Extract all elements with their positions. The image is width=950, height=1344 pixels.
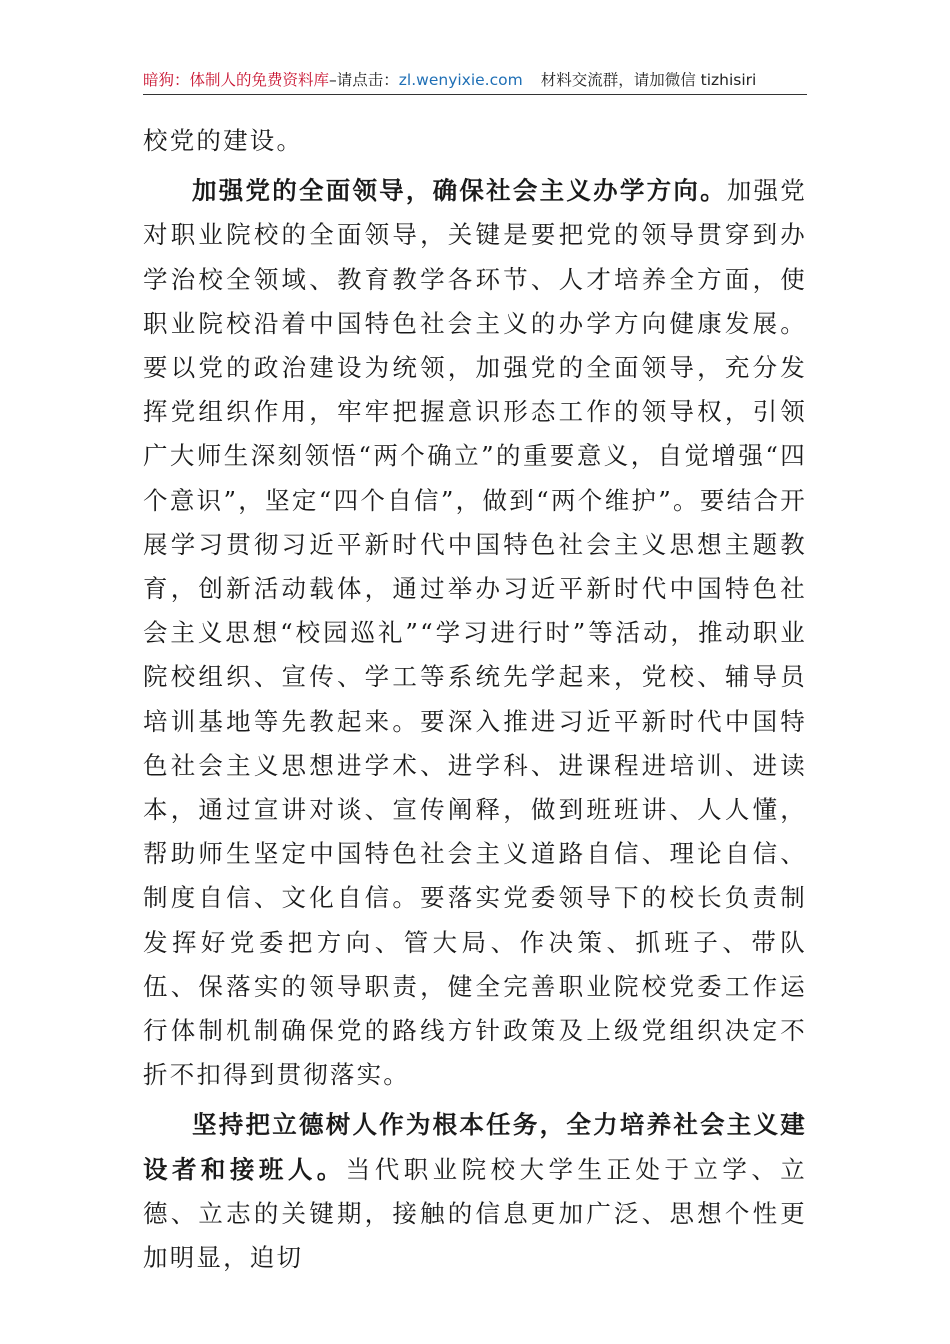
paragraph-moral-education	[143, 1103, 807, 1280]
header-url-link[interactable]: zl.wenyixie.com	[398, 71, 523, 89]
paragraph-heading: 坚持把立德树人作为根本任务，全力培养社会主义建设者和接班人。	[143, 1110, 807, 1184]
paragraph-party-leadership	[143, 169, 807, 1097]
paragraph-body: 加强党对职业院校的全面领导，关键是要把党的领导贯穿到办学治校全领域、教育教学各环节、人才培养全方面，使职业院校沿着中国特色社会主义的办学方向健康发展。要以党的政治建设为统领，加强党的全面领导，充分发挥党组织作用，牢牢把握意识形态工作的领导权，引领广大师生深刻领悟“两个确立”的重要意义，自觉增强“四个意识”，坚定“四个自信”，做到“两个维护”。要结合开展学习贯彻习近平新时代中国特色社会主义思想主题教育，创新活动载体，通过举办习近平新时代中国特色社会主义思想“校园巡礼”“学习进行时”等活动，推动职业院校组织、宣传、学工等系统先学起来，党校、辅导员培训基地等先教起来。要深入推进习近平新时代中国特色社会主义思想进学术、进学科、进课程进培训、进读本，通过宣讲对谈、宣传阐释，做到班班讲、人人懂，帮助师生坚定中国特色社会主义道路自信、理论自信、制度自信、文化自信。要落实党委领导下的校长负责制发挥好党委把方向、管大局、作决策、抓班子、带队伍、保落实的领导职责，健全完善职业院校党委工作运行体制机制确保党的路线方针政策及上级党组织决定不折不扣得到贯彻落实。	[143, 176, 807, 1090]
header-contact: 材料交流群，请加微信 tizhisiri	[540, 71, 757, 89]
paragraph-continuation	[143, 119, 807, 163]
header-prompt: –请点击：	[329, 71, 399, 89]
header-brand[interactable]: 暗狗：体制人的免费资料库	[143, 71, 330, 89]
paragraph-body: 校党的建设。	[143, 126, 304, 155]
page-header	[143, 66, 807, 95]
document-body	[143, 119, 807, 1280]
paragraph-body: 当代职业院校大学生正处于立学、立德、立志的关键期，接触的信息更加广泛、思想个性更加明显，迫切	[143, 1154, 807, 1273]
paragraph-heading: 加强党的全面领导，确保社会主义办学方向。	[192, 176, 727, 206]
